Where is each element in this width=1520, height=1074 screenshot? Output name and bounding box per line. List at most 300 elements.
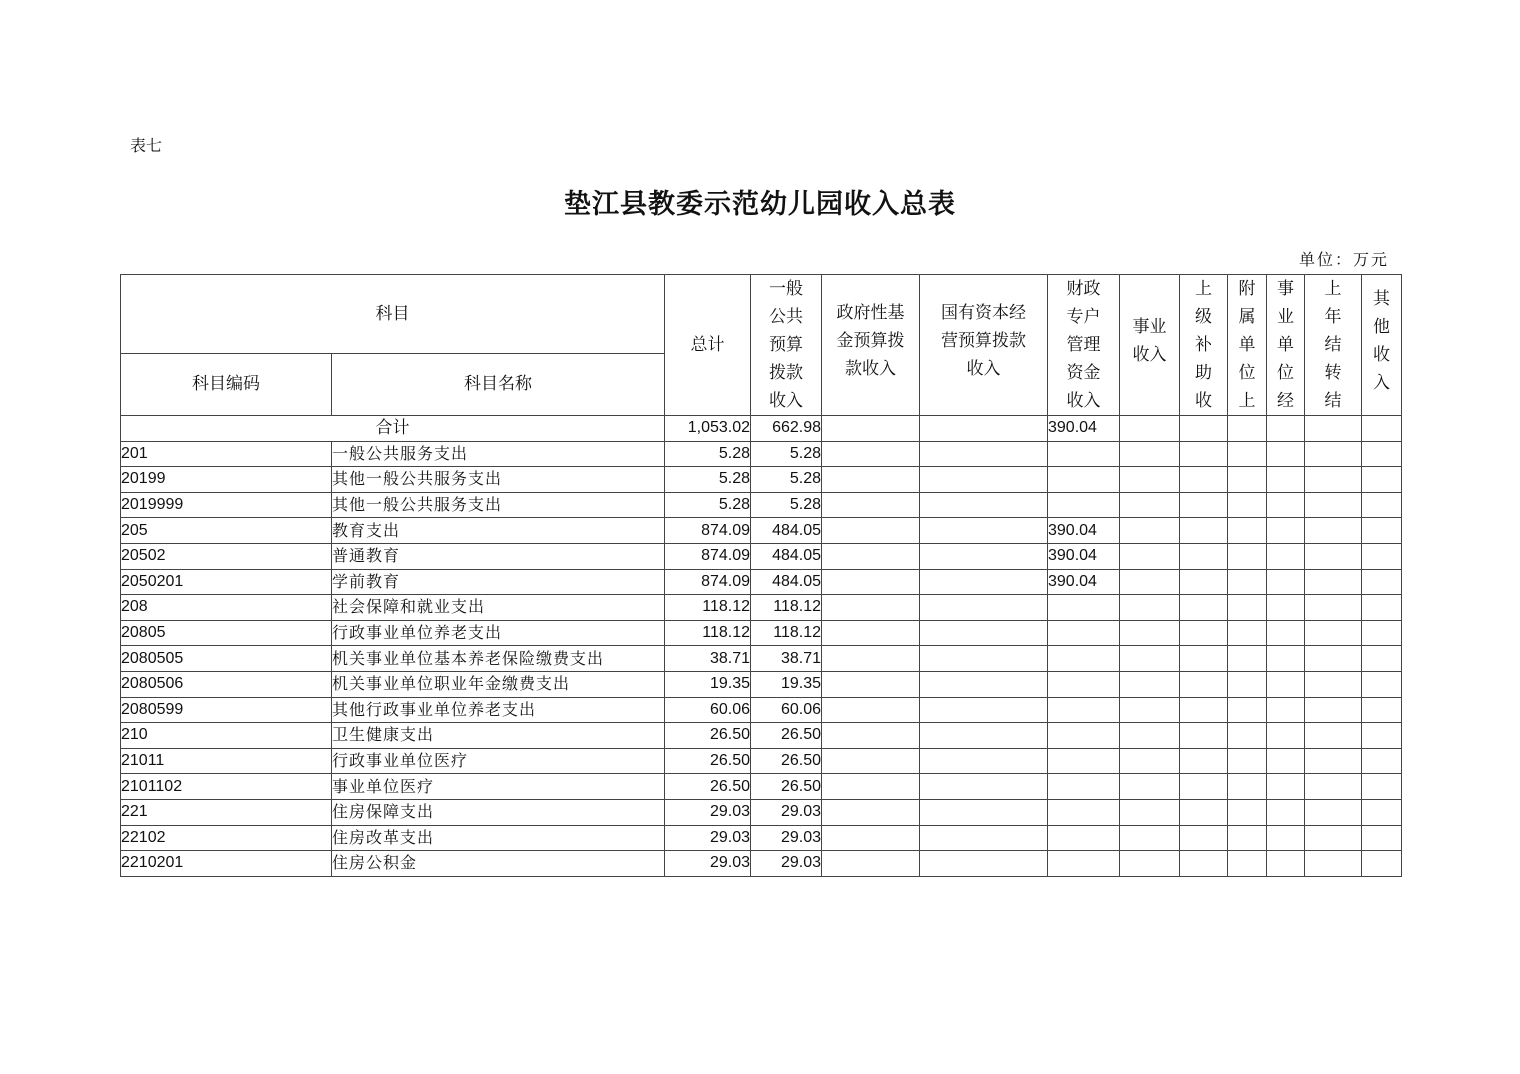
row-last-year bbox=[1305, 774, 1362, 800]
header-line: 结 bbox=[1324, 391, 1342, 411]
row-general: 484.05 bbox=[751, 569, 822, 595]
row-gov-fund bbox=[822, 518, 920, 544]
row-general: 38.71 bbox=[751, 646, 822, 672]
row-fiscal bbox=[1048, 851, 1120, 877]
header-line: 助 bbox=[1195, 363, 1212, 383]
header-line: 预算 bbox=[769, 335, 803, 355]
row-total: 5.28 bbox=[665, 492, 751, 518]
header-line: 补 bbox=[1195, 335, 1212, 355]
row-name: 行政事业单位医疗 bbox=[332, 748, 665, 774]
row-name: 教育支出 bbox=[332, 518, 665, 544]
header-line: 金预算拨 bbox=[836, 331, 905, 351]
row-affiliated bbox=[1228, 569, 1267, 595]
row-upper-subsidy bbox=[1180, 697, 1228, 723]
row-last-year bbox=[1305, 595, 1362, 621]
row-fiscal bbox=[1048, 825, 1120, 851]
row-general: 484.05 bbox=[751, 518, 822, 544]
income-table bbox=[120, 274, 1402, 877]
row-fiscal bbox=[1048, 595, 1120, 621]
row-business-income bbox=[1120, 620, 1180, 646]
table-row bbox=[121, 620, 1402, 646]
header-line: 款收入 bbox=[845, 359, 896, 379]
row-name: 其他一般公共服务支出 bbox=[332, 467, 665, 493]
row-affiliated bbox=[1228, 441, 1267, 467]
row-gov-fund bbox=[822, 851, 920, 877]
row-state-capital bbox=[920, 851, 1048, 877]
row-affiliated bbox=[1228, 748, 1267, 774]
row-fiscal: 390.04 bbox=[1048, 518, 1120, 544]
header-other-income bbox=[1362, 275, 1402, 416]
row-gov-fund bbox=[822, 748, 920, 774]
row-business-unit bbox=[1267, 825, 1305, 851]
row-state-capital bbox=[920, 492, 1048, 518]
row-general: 26.50 bbox=[751, 723, 822, 749]
row-state-capital bbox=[920, 569, 1048, 595]
row-upper-subsidy bbox=[1180, 441, 1228, 467]
row-gov-fund bbox=[822, 646, 920, 672]
row-fiscal bbox=[1048, 697, 1120, 723]
header-line: 位 bbox=[1238, 363, 1256, 383]
row-name: 事业单位医疗 bbox=[332, 774, 665, 800]
row-fiscal bbox=[1048, 492, 1120, 518]
row-state-capital bbox=[920, 441, 1048, 467]
table-row bbox=[121, 723, 1402, 749]
row-business-income bbox=[1120, 595, 1180, 621]
total-value: 1,053.02 bbox=[665, 416, 751, 442]
row-other-income bbox=[1362, 723, 1402, 749]
row-business-unit bbox=[1267, 467, 1305, 493]
row-business-unit bbox=[1267, 595, 1305, 621]
row-name: 住房改革支出 bbox=[332, 825, 665, 851]
table-row bbox=[121, 569, 1402, 595]
row-total: 874.09 bbox=[665, 543, 751, 569]
row-business-income bbox=[1120, 774, 1180, 800]
row-code: 20502 bbox=[121, 543, 332, 569]
row-total: 29.03 bbox=[665, 799, 751, 825]
row-gov-fund bbox=[822, 441, 920, 467]
row-upper-subsidy bbox=[1180, 543, 1228, 569]
table-row bbox=[121, 748, 1402, 774]
row-gov-fund bbox=[822, 492, 920, 518]
row-code: 2101102 bbox=[121, 774, 332, 800]
row-fiscal bbox=[1048, 620, 1120, 646]
row-upper-subsidy bbox=[1180, 799, 1228, 825]
row-gov-fund bbox=[822, 467, 920, 493]
header-line: 国有资本经 bbox=[941, 303, 1026, 323]
row-general: 118.12 bbox=[751, 595, 822, 621]
row-state-capital bbox=[920, 518, 1048, 544]
header-line: 附 bbox=[1238, 279, 1256, 299]
header-line: 事 bbox=[1277, 279, 1294, 299]
row-business-income bbox=[1120, 748, 1180, 774]
row-other-income bbox=[1362, 748, 1402, 774]
row-code: 205 bbox=[121, 518, 332, 544]
row-affiliated bbox=[1228, 646, 1267, 672]
table-row bbox=[121, 467, 1402, 493]
row-state-capital bbox=[920, 467, 1048, 493]
row-last-year bbox=[1305, 543, 1362, 569]
table-row bbox=[121, 799, 1402, 825]
row-fiscal bbox=[1048, 723, 1120, 749]
row-state-capital bbox=[920, 799, 1048, 825]
row-state-capital bbox=[920, 543, 1048, 569]
row-code: 2019999 bbox=[121, 492, 332, 518]
row-gov-fund bbox=[822, 697, 920, 723]
row-state-capital bbox=[920, 595, 1048, 621]
header-line: 专户 bbox=[1066, 307, 1101, 327]
row-fiscal bbox=[1048, 441, 1120, 467]
table-row bbox=[121, 671, 1402, 697]
table-row bbox=[121, 825, 1402, 851]
row-business-unit bbox=[1267, 518, 1305, 544]
header-line: 收入 bbox=[769, 391, 803, 411]
row-business-unit bbox=[1267, 492, 1305, 518]
header-line: 事业 bbox=[1132, 317, 1167, 337]
row-general: 29.03 bbox=[751, 825, 822, 851]
header-line: 其 bbox=[1373, 289, 1390, 309]
row-business-income bbox=[1120, 518, 1180, 544]
row-total: 26.50 bbox=[665, 774, 751, 800]
table-row bbox=[121, 492, 1402, 518]
row-business-unit bbox=[1267, 697, 1305, 723]
row-last-year bbox=[1305, 697, 1362, 723]
row-name: 一般公共服务支出 bbox=[332, 441, 665, 467]
header-general-budget bbox=[751, 275, 822, 416]
row-code: 2080505 bbox=[121, 646, 332, 672]
row-affiliated bbox=[1228, 799, 1267, 825]
row-other-income bbox=[1362, 671, 1402, 697]
table-row bbox=[121, 543, 1402, 569]
row-total: 118.12 bbox=[665, 620, 751, 646]
row-code: 2050201 bbox=[121, 569, 332, 595]
row-fiscal: 390.04 bbox=[1048, 569, 1120, 595]
header-code: 科目编码 bbox=[121, 353, 332, 415]
row-affiliated bbox=[1228, 492, 1267, 518]
row-state-capital bbox=[920, 774, 1048, 800]
row-upper-subsidy bbox=[1180, 748, 1228, 774]
row-name: 学前教育 bbox=[332, 569, 665, 595]
row-general: 60.06 bbox=[751, 697, 822, 723]
row-gov-fund bbox=[822, 723, 920, 749]
row-other-income bbox=[1362, 441, 1402, 467]
row-name: 其他一般公共服务支出 bbox=[332, 492, 665, 518]
row-last-year bbox=[1305, 799, 1362, 825]
header-line: 收入 bbox=[966, 359, 1001, 379]
header-fiscal-special bbox=[1048, 275, 1120, 416]
header-line: 他 bbox=[1373, 317, 1390, 337]
row-code: 2080506 bbox=[121, 671, 332, 697]
row-business-income bbox=[1120, 851, 1180, 877]
row-total: 118.12 bbox=[665, 595, 751, 621]
row-last-year bbox=[1305, 825, 1362, 851]
row-other-income bbox=[1362, 543, 1402, 569]
row-affiliated bbox=[1228, 774, 1267, 800]
row-name: 住房保障支出 bbox=[332, 799, 665, 825]
row-other-income bbox=[1362, 620, 1402, 646]
row-fiscal bbox=[1048, 467, 1120, 493]
row-other-income bbox=[1362, 697, 1402, 723]
row-name: 普通教育 bbox=[332, 543, 665, 569]
row-name: 行政事业单位养老支出 bbox=[332, 620, 665, 646]
row-business-income bbox=[1120, 569, 1180, 595]
table-row bbox=[121, 595, 1402, 621]
row-state-capital bbox=[920, 620, 1048, 646]
row-code: 221 bbox=[121, 799, 332, 825]
row-general: 26.50 bbox=[751, 774, 822, 800]
row-code: 20199 bbox=[121, 467, 332, 493]
row-last-year bbox=[1305, 748, 1362, 774]
row-fiscal bbox=[1048, 748, 1120, 774]
row-general: 5.28 bbox=[751, 492, 822, 518]
row-state-capital bbox=[920, 646, 1048, 672]
row-business-income bbox=[1120, 799, 1180, 825]
row-business-unit bbox=[1267, 543, 1305, 569]
row-upper-subsidy bbox=[1180, 723, 1228, 749]
row-name: 其他行政事业单位养老支出 bbox=[332, 697, 665, 723]
row-other-income bbox=[1362, 774, 1402, 800]
row-business-income bbox=[1120, 467, 1180, 493]
row-total: 38.71 bbox=[665, 646, 751, 672]
header-line: 入 bbox=[1373, 373, 1390, 393]
header-affiliated bbox=[1228, 275, 1267, 416]
row-upper-subsidy bbox=[1180, 646, 1228, 672]
row-other-income bbox=[1362, 467, 1402, 493]
row-business-unit bbox=[1267, 799, 1305, 825]
row-code: 210 bbox=[121, 723, 332, 749]
page-title: 垫江县教委示范幼儿园收入总表 bbox=[564, 189, 956, 220]
total-general: 662.98 bbox=[751, 416, 822, 442]
row-affiliated bbox=[1228, 595, 1267, 621]
row-last-year bbox=[1305, 671, 1362, 697]
table-row bbox=[121, 441, 1402, 467]
table-row bbox=[121, 697, 1402, 723]
row-business-income bbox=[1120, 492, 1180, 518]
row-fiscal: 390.04 bbox=[1048, 543, 1120, 569]
header-line: 上 bbox=[1195, 279, 1212, 299]
table-row bbox=[121, 774, 1402, 800]
header-line: 政府性基 bbox=[836, 303, 905, 323]
header-line: 业 bbox=[1277, 307, 1294, 327]
row-upper-subsidy bbox=[1180, 620, 1228, 646]
unit-label: 单位：万元 bbox=[1298, 250, 1389, 269]
row-state-capital bbox=[920, 748, 1048, 774]
row-name: 卫生健康支出 bbox=[332, 723, 665, 749]
row-last-year bbox=[1305, 467, 1362, 493]
row-total: 874.09 bbox=[665, 518, 751, 544]
header-line: 转 bbox=[1324, 363, 1342, 383]
header-line: 属 bbox=[1238, 307, 1256, 327]
row-business-unit bbox=[1267, 851, 1305, 877]
header-line: 结 bbox=[1324, 335, 1342, 355]
row-upper-subsidy bbox=[1180, 569, 1228, 595]
row-general: 5.28 bbox=[751, 441, 822, 467]
row-fiscal bbox=[1048, 799, 1120, 825]
row-general: 118.12 bbox=[751, 620, 822, 646]
row-affiliated bbox=[1228, 518, 1267, 544]
header-line: 上 bbox=[1324, 279, 1342, 299]
row-other-income bbox=[1362, 646, 1402, 672]
row-business-unit bbox=[1267, 646, 1305, 672]
table-row bbox=[121, 518, 1402, 544]
row-last-year bbox=[1305, 518, 1362, 544]
row-general: 5.28 bbox=[751, 467, 822, 493]
row-business-income bbox=[1120, 697, 1180, 723]
row-total: 874.09 bbox=[665, 569, 751, 595]
row-fiscal bbox=[1048, 671, 1120, 697]
row-upper-subsidy bbox=[1180, 825, 1228, 851]
header-total: 总计 bbox=[665, 275, 751, 416]
table-row bbox=[121, 646, 1402, 672]
row-upper-subsidy bbox=[1180, 774, 1228, 800]
header-line: 经 bbox=[1277, 391, 1294, 411]
row-affiliated bbox=[1228, 851, 1267, 877]
row-business-unit bbox=[1267, 441, 1305, 467]
row-name: 住房公积金 bbox=[332, 851, 665, 877]
row-total: 29.03 bbox=[665, 851, 751, 877]
row-code: 2210201 bbox=[121, 851, 332, 877]
total-row bbox=[121, 416, 1402, 442]
row-state-capital bbox=[920, 697, 1048, 723]
row-gov-fund bbox=[822, 543, 920, 569]
row-business-income bbox=[1120, 671, 1180, 697]
row-other-income bbox=[1362, 595, 1402, 621]
row-upper-subsidy bbox=[1180, 467, 1228, 493]
row-last-year bbox=[1305, 620, 1362, 646]
header-line: 资金 bbox=[1066, 363, 1101, 383]
row-affiliated bbox=[1228, 543, 1267, 569]
header-last-year bbox=[1305, 275, 1362, 416]
row-last-year bbox=[1305, 569, 1362, 595]
total-fiscal: 390.04 bbox=[1048, 416, 1120, 442]
row-name: 社会保障和就业支出 bbox=[332, 595, 665, 621]
row-code: 201 bbox=[121, 441, 332, 467]
row-business-unit bbox=[1267, 723, 1305, 749]
header-state-capital bbox=[920, 275, 1048, 416]
row-last-year bbox=[1305, 851, 1362, 877]
row-business-unit bbox=[1267, 620, 1305, 646]
header-subject: 科目 bbox=[121, 275, 665, 354]
header-line: 一般 bbox=[769, 279, 803, 299]
row-name: 机关事业单位职业年金缴费支出 bbox=[332, 671, 665, 697]
row-code: 20805 bbox=[121, 620, 332, 646]
header-line: 收 bbox=[1195, 391, 1212, 411]
row-affiliated bbox=[1228, 697, 1267, 723]
row-business-unit bbox=[1267, 774, 1305, 800]
header-line: 财政 bbox=[1066, 279, 1101, 299]
row-name: 机关事业单位基本养老保险缴费支出 bbox=[332, 646, 665, 672]
row-general: 19.35 bbox=[751, 671, 822, 697]
row-total: 5.28 bbox=[665, 441, 751, 467]
table-label: 表七 bbox=[130, 136, 163, 155]
row-code: 208 bbox=[121, 595, 332, 621]
row-business-unit bbox=[1267, 748, 1305, 774]
row-affiliated bbox=[1228, 467, 1267, 493]
row-business-income bbox=[1120, 543, 1180, 569]
header-business-income bbox=[1120, 275, 1180, 416]
row-gov-fund bbox=[822, 774, 920, 800]
row-last-year bbox=[1305, 723, 1362, 749]
row-total: 26.50 bbox=[665, 723, 751, 749]
table-row bbox=[121, 851, 1402, 877]
row-code: 2080599 bbox=[121, 697, 332, 723]
row-business-unit bbox=[1267, 569, 1305, 595]
header-line: 营预算拨款 bbox=[941, 331, 1026, 351]
row-other-income bbox=[1362, 851, 1402, 877]
row-total: 60.06 bbox=[665, 697, 751, 723]
header-line: 级 bbox=[1195, 307, 1212, 327]
row-last-year bbox=[1305, 492, 1362, 518]
header-line: 上 bbox=[1238, 391, 1256, 411]
header-business-unit bbox=[1267, 275, 1305, 416]
row-affiliated bbox=[1228, 723, 1267, 749]
row-gov-fund bbox=[822, 671, 920, 697]
row-upper-subsidy bbox=[1180, 492, 1228, 518]
total-label: 合计 bbox=[121, 416, 665, 442]
row-general: 26.50 bbox=[751, 748, 822, 774]
row-fiscal bbox=[1048, 646, 1120, 672]
header-line: 公共 bbox=[769, 307, 803, 327]
header-line: 单 bbox=[1277, 335, 1294, 355]
row-general: 484.05 bbox=[751, 543, 822, 569]
row-gov-fund bbox=[822, 595, 920, 621]
row-other-income bbox=[1362, 799, 1402, 825]
row-general: 29.03 bbox=[751, 851, 822, 877]
row-upper-subsidy bbox=[1180, 595, 1228, 621]
row-code: 22102 bbox=[121, 825, 332, 851]
row-total: 19.35 bbox=[665, 671, 751, 697]
row-other-income bbox=[1362, 569, 1402, 595]
row-gov-fund bbox=[822, 825, 920, 851]
row-fiscal bbox=[1048, 774, 1120, 800]
row-upper-subsidy bbox=[1180, 671, 1228, 697]
header-gov-fund bbox=[822, 275, 920, 416]
row-code: 21011 bbox=[121, 748, 332, 774]
row-upper-subsidy bbox=[1180, 518, 1228, 544]
row-business-income bbox=[1120, 825, 1180, 851]
header-line: 拨款 bbox=[769, 363, 803, 383]
row-affiliated bbox=[1228, 825, 1267, 851]
row-affiliated bbox=[1228, 620, 1267, 646]
row-gov-fund bbox=[822, 620, 920, 646]
row-total: 26.50 bbox=[665, 748, 751, 774]
header-line: 单 bbox=[1238, 335, 1256, 355]
header-line: 收入 bbox=[1132, 345, 1167, 365]
row-other-income bbox=[1362, 825, 1402, 851]
row-other-income bbox=[1362, 518, 1402, 544]
row-general: 29.03 bbox=[751, 799, 822, 825]
row-state-capital bbox=[920, 723, 1048, 749]
row-state-capital bbox=[920, 671, 1048, 697]
header-name: 科目名称 bbox=[332, 353, 665, 415]
row-upper-subsidy bbox=[1180, 851, 1228, 877]
row-gov-fund bbox=[822, 799, 920, 825]
row-total: 5.28 bbox=[665, 467, 751, 493]
row-business-income bbox=[1120, 441, 1180, 467]
header-upper-subsidy bbox=[1180, 275, 1228, 416]
header-line: 位 bbox=[1277, 363, 1294, 383]
row-gov-fund bbox=[822, 569, 920, 595]
row-other-income bbox=[1362, 492, 1402, 518]
row-business-income bbox=[1120, 723, 1180, 749]
row-last-year bbox=[1305, 646, 1362, 672]
row-business-income bbox=[1120, 646, 1180, 672]
header-line: 收 bbox=[1373, 345, 1390, 365]
row-last-year bbox=[1305, 441, 1362, 467]
row-business-unit bbox=[1267, 671, 1305, 697]
row-state-capital bbox=[920, 825, 1048, 851]
row-total: 29.03 bbox=[665, 825, 751, 851]
header-line: 收入 bbox=[1066, 391, 1101, 411]
